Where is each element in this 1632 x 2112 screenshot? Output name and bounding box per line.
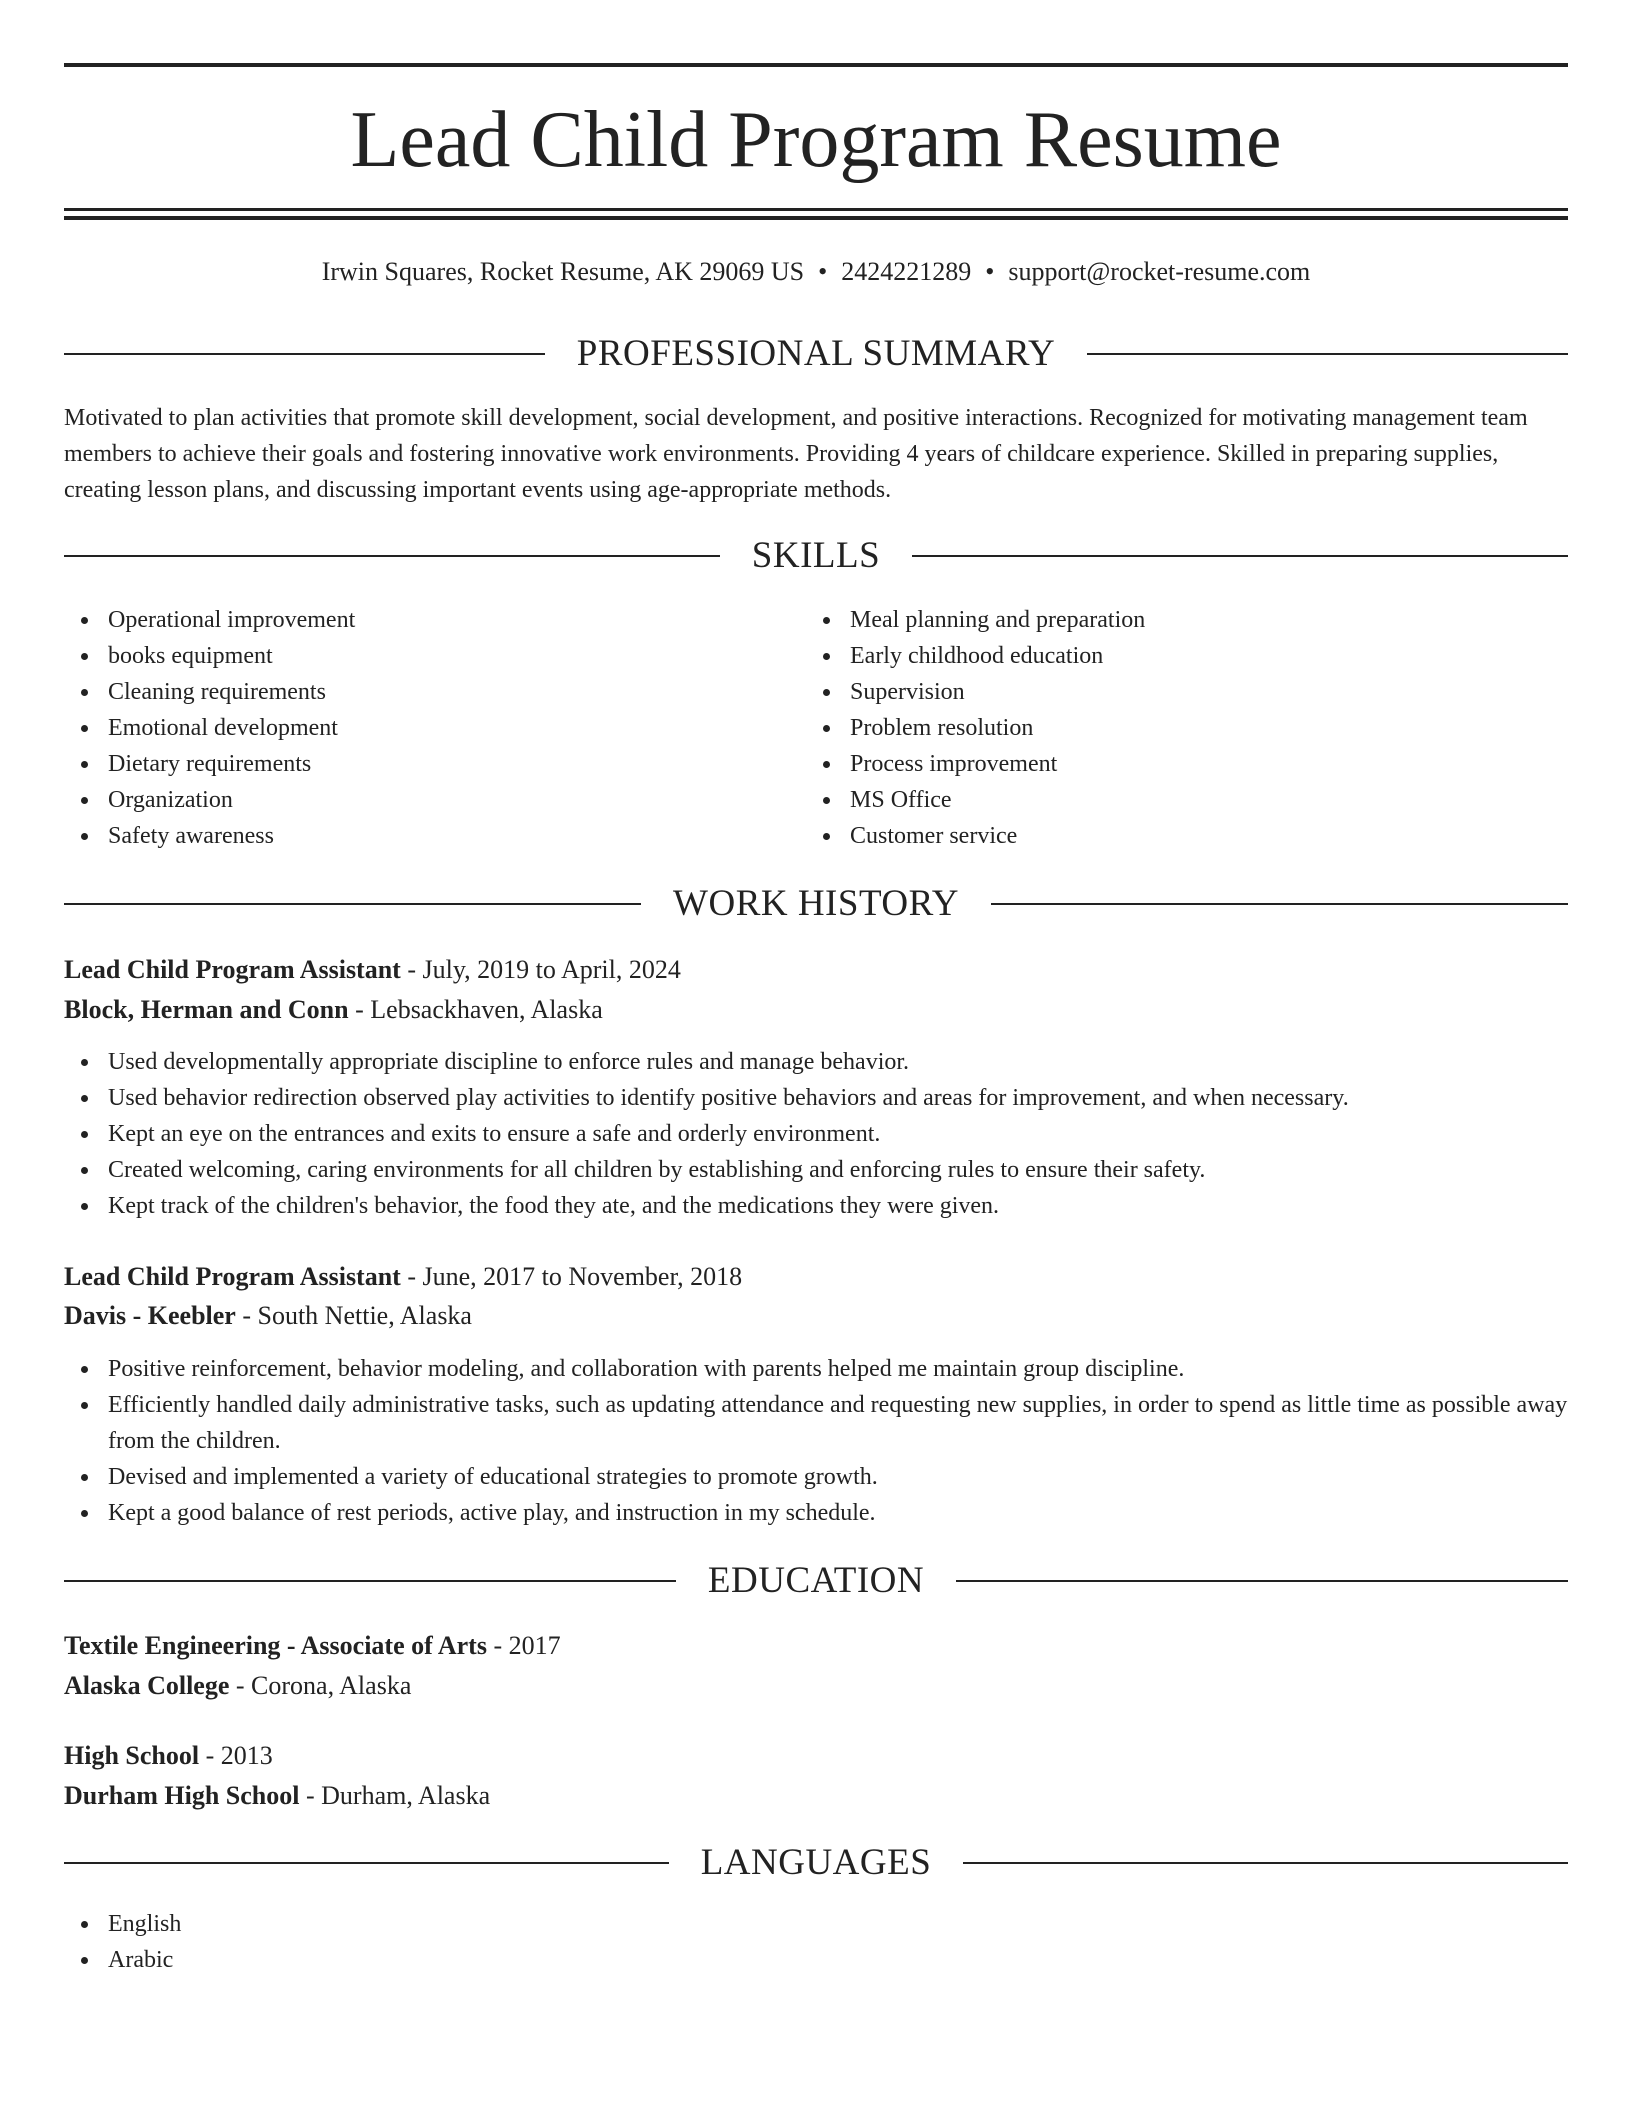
skill-item: Supervision	[806, 674, 1506, 710]
skill-item: Cleaning requirements	[64, 674, 764, 710]
top-rule	[64, 63, 1568, 67]
skill-item: Organization	[64, 782, 764, 818]
heading-rule	[64, 1580, 676, 1582]
job-dates: - July, 2019 to April, 2024	[407, 955, 681, 984]
section-title: LANGUAGES	[700, 1842, 932, 1883]
section-heading-education	[64, 1559, 1568, 1603]
language-item: Arabic	[64, 1942, 1568, 1978]
skill-item: Safety awareness	[64, 818, 764, 854]
section-heading-languages	[64, 1841, 1568, 1885]
duty-item: Created welcoming, caring environments for all children by establishing and enforcing rules to ensure their safety.	[64, 1152, 1568, 1188]
title-double-rule	[64, 208, 1568, 220]
skills-column-left	[64, 602, 764, 854]
section-heading-summary	[64, 332, 1568, 376]
skill-item: Meal planning and preparation	[806, 602, 1506, 638]
skill-item: MS Office	[806, 782, 1506, 818]
skill-item: Problem resolution	[806, 710, 1506, 746]
section-title: PROFESSIONAL SUMMARY	[576, 333, 1056, 374]
job-employer-line	[64, 991, 1568, 1029]
contact-phone: 2424221289	[841, 257, 972, 286]
job-title-line	[64, 1258, 1568, 1296]
heading-rule	[64, 903, 641, 905]
heading-rule	[64, 1862, 669, 1864]
heading-rule	[956, 1580, 1568, 1582]
duty-item: Positive reinforcement, behavior modeling, and collaboration with parents helped me maintain group discipline.	[64, 1351, 1568, 1387]
skill-item: books equipment	[64, 638, 764, 674]
duty-item: Devised and implemented a variety of educational strategies to promote growth.	[64, 1459, 1568, 1495]
languages-list	[64, 1906, 1568, 1978]
skill-item: Operational improvement	[64, 602, 764, 638]
job-duties	[64, 1044, 1568, 1224]
contact-line	[64, 254, 1568, 290]
heading-rule	[991, 903, 1568, 905]
job-duties	[64, 1351, 1568, 1531]
education-degree-line	[64, 1627, 1568, 1665]
duty-item: Kept an eye on the entrances and exits to ensure a safe and orderly environment.	[64, 1116, 1568, 1152]
duty-item: Kept a good balance of rest periods, active play, and instruction in my schedule.	[64, 1495, 1568, 1531]
skill-item: Process improvement	[806, 746, 1506, 782]
job-title: Lead Child Program Assistant	[64, 955, 401, 984]
job-company: Block, Herman and Conn	[64, 995, 349, 1024]
education-school: Durham High School	[64, 1781, 300, 1810]
education-school: Alaska College	[64, 1671, 230, 1700]
heading-rule	[1087, 353, 1568, 355]
duty-item: Used developmentally appropriate discipline to enforce rules and manage behavior.	[64, 1044, 1568, 1080]
duty-item: Used behavior redirection observed play activities to identify positive behaviors and areas for improvement, and when necessary.	[64, 1080, 1568, 1116]
summary-text: Motivated to plan activities that promote skill development, social development, and positive interactions. Recognized for motivating management team members to achieve their goals and fostering innovative work environments. Providing 4 years of childcare experience. Skilled in preparing supplies, creating lesson plans, and discussing important events using age-appropriate methods.	[64, 405, 1528, 503]
section-title: WORK HISTORY	[673, 883, 959, 924]
heading-rule	[64, 555, 720, 557]
contact-address: Irwin Squares, Rocket Resume, AK 29069 US	[321, 257, 805, 286]
duty-item: Efficiently handled daily administrative tasks, such as updating attendance and requesting new supplies, in order to spend as little time as possible away from the children.	[64, 1387, 1568, 1459]
skill-item: Emotional development	[64, 710, 764, 746]
education-degree: High School	[64, 1741, 200, 1770]
skill-item: Early childhood education	[806, 638, 1506, 674]
education-year: - 2013	[205, 1741, 273, 1770]
job-location: - Lebsackhaven, Alaska	[355, 995, 603, 1024]
skill-item: Dietary requirements	[64, 746, 764, 782]
section-heading-skills	[64, 534, 1568, 578]
page-title: Lead Child Program Resume	[350, 96, 1282, 184]
job-company: Davis - Keebler	[64, 1301, 236, 1330]
education-school-line	[64, 1777, 1568, 1815]
duty-item: Kept track of the children's behavior, the food they ate, and the medications they were given.	[64, 1188, 1568, 1224]
job-title-line	[64, 951, 1568, 989]
job-dates: - June, 2017 to November, 2018	[407, 1262, 743, 1291]
education-degree: Textile Engineering - Associate of Arts	[64, 1631, 487, 1660]
education-school-line	[64, 1667, 1568, 1705]
education-year: - 2017	[493, 1631, 561, 1660]
section-title: EDUCATION	[707, 1560, 925, 1601]
language-item: English	[64, 1906, 1568, 1942]
contact-email: support@rocket-resume.com	[1008, 257, 1311, 286]
section-title: SKILLS	[751, 535, 881, 576]
education-degree-line	[64, 1737, 1568, 1775]
job-employer-line	[64, 1297, 1568, 1335]
skills-column-right	[806, 602, 1506, 854]
education-location: - Durham, Alaska	[306, 1781, 491, 1810]
skill-item: Customer service	[806, 818, 1506, 854]
job-location: - South Nettie, Alaska	[242, 1301, 472, 1330]
section-heading-work-history	[64, 882, 1568, 926]
heading-rule	[912, 555, 1568, 557]
heading-rule	[963, 1862, 1568, 1864]
contact-separator: •	[985, 257, 995, 286]
job-title: Lead Child Program Assistant	[64, 1262, 401, 1291]
heading-rule	[64, 353, 545, 355]
contact-separator: •	[818, 257, 828, 286]
education-location: - Corona, Alaska	[235, 1671, 412, 1700]
